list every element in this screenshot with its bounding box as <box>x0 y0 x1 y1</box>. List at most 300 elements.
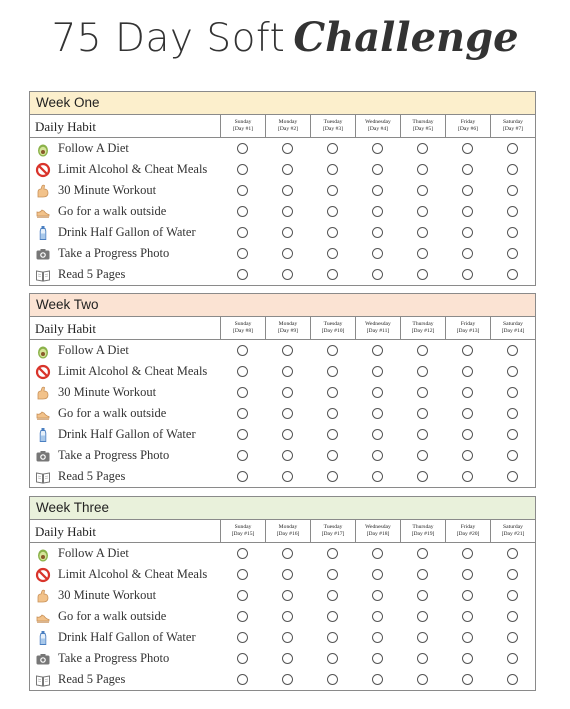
habit-label: 30 Minute Workout <box>58 183 157 197</box>
check-circle[interactable] <box>417 408 428 419</box>
check-circle[interactable] <box>507 674 518 685</box>
check-circle[interactable] <box>372 653 383 664</box>
check-circle[interactable] <box>327 611 338 622</box>
check-circle[interactable] <box>237 408 248 419</box>
header-row <box>30 115 535 138</box>
check-circle[interactable] <box>507 569 518 580</box>
habit-cell <box>30 225 220 241</box>
habit-row <box>30 564 535 585</box>
habit-label: Take a Progress Photo <box>58 448 170 462</box>
week-two-table <box>29 293 536 488</box>
check-circle[interactable] <box>237 164 248 175</box>
check-circle[interactable] <box>507 164 518 175</box>
title-plain: 75 Day Soft <box>51 16 286 61</box>
habit-rows <box>30 543 535 690</box>
habit-label: Limit Alcohol & Cheat Meals <box>58 364 208 378</box>
check-circle[interactable] <box>282 548 293 559</box>
check-circle[interactable] <box>327 227 338 238</box>
check-circle[interactable] <box>462 143 473 154</box>
check-circle[interactable] <box>372 227 383 238</box>
day-cell <box>445 269 490 280</box>
check-circle[interactable] <box>417 653 428 664</box>
check-circle[interactable] <box>462 408 473 419</box>
check-circle[interactable] <box>462 674 473 685</box>
habit-label: Read 5 Pages <box>58 267 126 281</box>
check-circle[interactable] <box>462 471 473 482</box>
check-circle[interactable] <box>327 408 338 419</box>
check-circle[interactable] <box>372 590 383 601</box>
day-cell <box>220 345 265 356</box>
check-circle[interactable] <box>327 450 338 461</box>
day-cell <box>220 366 265 377</box>
check-circle[interactable] <box>237 185 248 196</box>
day-header <box>310 520 355 542</box>
check-circle[interactable] <box>372 164 383 175</box>
day-cell <box>265 345 310 356</box>
check-circle[interactable] <box>327 387 338 398</box>
check-circle[interactable] <box>507 590 518 601</box>
day-cell <box>265 653 310 664</box>
day-cell <box>355 185 400 196</box>
check-circle[interactable] <box>507 185 518 196</box>
check-circle[interactable] <box>237 429 248 440</box>
check-circle[interactable] <box>282 632 293 643</box>
day-cell <box>310 408 355 419</box>
check-circle[interactable] <box>507 345 518 356</box>
check-circle[interactable] <box>237 569 248 580</box>
day-cell <box>400 471 445 482</box>
day-number: [Day #11] <box>366 328 390 334</box>
day-cell <box>445 632 490 643</box>
day-cell <box>265 408 310 419</box>
check-circle[interactable] <box>372 429 383 440</box>
day-name: Monday <box>278 119 298 125</box>
check-circle[interactable] <box>417 164 428 175</box>
day-cell <box>220 269 265 280</box>
check-circle[interactable] <box>417 269 428 280</box>
habit-cell <box>30 162 220 178</box>
check-circle[interactable] <box>237 450 248 461</box>
day-cell <box>355 227 400 238</box>
check-circle[interactable] <box>507 653 518 664</box>
check-circle[interactable] <box>237 269 248 280</box>
check-circle[interactable] <box>282 569 293 580</box>
check-circle[interactable] <box>237 227 248 238</box>
check-circle[interactable] <box>507 471 518 482</box>
avocado-icon <box>35 141 51 157</box>
day-number: [Day #7] <box>502 126 524 132</box>
day-header <box>220 520 265 542</box>
check-circle[interactable] <box>462 185 473 196</box>
day-name: Monday <box>278 524 298 530</box>
habit-cell <box>30 246 220 262</box>
check-circle[interactable] <box>372 611 383 622</box>
day-header <box>220 317 265 339</box>
week-three-table <box>29 496 536 691</box>
check-circle[interactable] <box>417 569 428 580</box>
day-number: [Day #6] <box>457 126 479 132</box>
check-circle[interactable] <box>282 143 293 154</box>
check-circle[interactable] <box>282 611 293 622</box>
check-circle[interactable] <box>372 248 383 259</box>
check-circle[interactable] <box>237 143 248 154</box>
check-circle[interactable] <box>372 269 383 280</box>
habit-cell <box>30 364 220 380</box>
check-circle[interactable] <box>417 450 428 461</box>
day-cell <box>400 408 445 419</box>
day-cell <box>355 548 400 559</box>
check-circle[interactable] <box>327 164 338 175</box>
check-circle[interactable] <box>507 611 518 622</box>
day-name: Tuesday <box>323 321 343 327</box>
day-number: [Day #9] <box>277 328 299 334</box>
habit-row <box>30 648 535 669</box>
day-header <box>445 115 490 137</box>
check-circle[interactable] <box>237 387 248 398</box>
habit-cell <box>30 651 220 667</box>
daily-habit-label: Daily Habit <box>35 321 97 336</box>
check-circle[interactable] <box>282 248 293 259</box>
day-cell <box>445 164 490 175</box>
check-circle[interactable] <box>237 653 248 664</box>
day-cell <box>445 143 490 154</box>
check-circle[interactable] <box>327 632 338 643</box>
check-circle[interactable] <box>327 248 338 259</box>
check-circle[interactable] <box>462 450 473 461</box>
habit-row <box>30 264 535 285</box>
check-circle[interactable] <box>372 450 383 461</box>
check-circle[interactable] <box>237 206 248 217</box>
day-cell <box>355 611 400 622</box>
check-circle[interactable] <box>507 227 518 238</box>
day-cell <box>400 366 445 377</box>
check-circle[interactable] <box>327 269 338 280</box>
day-headers <box>220 115 535 137</box>
day-header <box>355 115 400 137</box>
day-cell <box>265 387 310 398</box>
day-header <box>355 520 400 542</box>
check-circle[interactable] <box>327 429 338 440</box>
check-circle[interactable] <box>462 429 473 440</box>
check-circle[interactable] <box>237 548 248 559</box>
day-cell <box>490 429 535 440</box>
day-cell <box>310 548 355 559</box>
habit-label: Drink Half Gallon of Water <box>58 427 196 441</box>
day-cell <box>220 471 265 482</box>
day-cell <box>400 164 445 175</box>
check-circle[interactable] <box>327 366 338 377</box>
check-circle[interactable] <box>327 653 338 664</box>
day-cell <box>265 206 310 217</box>
check-circle[interactable] <box>462 632 473 643</box>
check-circle[interactable] <box>327 185 338 196</box>
checkbox-cells <box>220 164 535 175</box>
day-cell <box>265 450 310 461</box>
day-number: [Day #3] <box>322 126 344 132</box>
check-circle[interactable] <box>237 674 248 685</box>
check-circle[interactable] <box>507 206 518 217</box>
day-cell <box>220 164 265 175</box>
check-circle[interactable] <box>507 143 518 154</box>
day-cell <box>265 590 310 601</box>
check-circle[interactable] <box>282 206 293 217</box>
check-circle[interactable] <box>417 611 428 622</box>
day-cell <box>355 632 400 643</box>
checkbox-cells <box>220 206 535 217</box>
day-cell <box>400 227 445 238</box>
day-number: [Day #12] <box>411 328 435 334</box>
day-header <box>265 317 310 339</box>
walking-shoe-icon <box>35 609 51 625</box>
day-header <box>445 317 490 339</box>
check-circle[interactable] <box>282 590 293 601</box>
title-script: Challenge <box>293 14 519 61</box>
day-cell <box>445 206 490 217</box>
habit-cell <box>30 672 220 688</box>
day-cell <box>490 185 535 196</box>
day-cell <box>400 674 445 685</box>
check-circle[interactable] <box>417 248 428 259</box>
day-name: Sunday <box>234 524 252 530</box>
check-circle[interactable] <box>372 345 383 356</box>
checkbox-cells <box>220 653 535 664</box>
check-circle[interactable] <box>327 569 338 580</box>
check-circle[interactable] <box>282 269 293 280</box>
check-circle[interactable] <box>237 611 248 622</box>
check-circle[interactable] <box>507 269 518 280</box>
check-circle[interactable] <box>507 408 518 419</box>
check-circle[interactable] <box>462 248 473 259</box>
prohibited-icon <box>35 364 51 380</box>
habit-label: Read 5 Pages <box>58 469 126 483</box>
day-name: Sunday <box>234 321 252 327</box>
check-circle[interactable] <box>417 143 428 154</box>
check-circle[interactable] <box>417 345 428 356</box>
check-circle[interactable] <box>462 345 473 356</box>
day-cell <box>265 164 310 175</box>
check-circle[interactable] <box>327 674 338 685</box>
habit-row <box>30 543 535 564</box>
day-cell <box>490 387 535 398</box>
day-cell <box>445 366 490 377</box>
check-circle[interactable] <box>282 674 293 685</box>
check-circle[interactable] <box>372 408 383 419</box>
day-cell <box>400 248 445 259</box>
check-circle[interactable] <box>372 366 383 377</box>
check-circle[interactable] <box>282 653 293 664</box>
day-cell <box>310 569 355 580</box>
habit-row <box>30 340 535 361</box>
check-circle[interactable] <box>237 632 248 643</box>
check-circle[interactable] <box>327 345 338 356</box>
habit-label: Go for a walk outside <box>58 204 167 218</box>
check-circle[interactable] <box>237 248 248 259</box>
day-cell <box>400 143 445 154</box>
check-circle[interactable] <box>507 429 518 440</box>
header-row <box>30 520 535 543</box>
check-circle[interactable] <box>237 345 248 356</box>
check-circle[interactable] <box>372 206 383 217</box>
habit-cell <box>30 567 220 583</box>
day-name: Thursday <box>412 524 434 530</box>
check-circle[interactable] <box>282 450 293 461</box>
habit-row <box>30 606 535 627</box>
day-cell <box>355 429 400 440</box>
checkbox-cells <box>220 611 535 622</box>
check-circle[interactable] <box>462 590 473 601</box>
check-circle[interactable] <box>372 674 383 685</box>
day-cell <box>265 143 310 154</box>
check-circle[interactable] <box>372 632 383 643</box>
day-cell <box>220 450 265 461</box>
day-cell <box>265 548 310 559</box>
day-cell <box>220 408 265 419</box>
check-circle[interactable] <box>417 632 428 643</box>
day-cell <box>490 269 535 280</box>
day-cell <box>310 450 355 461</box>
check-circle[interactable] <box>417 206 428 217</box>
day-cell <box>355 206 400 217</box>
check-circle[interactable] <box>507 366 518 377</box>
check-circle[interactable] <box>237 590 248 601</box>
day-cell <box>400 269 445 280</box>
day-name: Monday <box>278 321 298 327</box>
check-circle[interactable] <box>507 387 518 398</box>
checkbox-cells <box>220 408 535 419</box>
day-cell <box>490 227 535 238</box>
day-cell <box>310 653 355 664</box>
check-circle[interactable] <box>372 569 383 580</box>
check-circle[interactable] <box>507 632 518 643</box>
flexed-bicep-icon <box>35 183 51 199</box>
day-cell <box>445 227 490 238</box>
check-circle[interactable] <box>417 548 428 559</box>
check-circle[interactable] <box>462 269 473 280</box>
check-circle[interactable] <box>282 387 293 398</box>
day-cell <box>265 632 310 643</box>
day-cell <box>310 387 355 398</box>
day-name: Friday <box>460 524 476 530</box>
check-circle[interactable] <box>507 248 518 259</box>
camera-icon <box>35 651 51 667</box>
day-cell <box>445 429 490 440</box>
day-cell <box>310 248 355 259</box>
day-cell <box>310 269 355 280</box>
habit-row <box>30 424 535 445</box>
check-circle[interactable] <box>327 548 338 559</box>
day-cell <box>220 653 265 664</box>
camera-icon <box>35 448 51 464</box>
day-number: [Day #15] <box>231 531 255 537</box>
check-circle[interactable] <box>282 429 293 440</box>
check-circle[interactable] <box>507 548 518 559</box>
check-circle[interactable] <box>417 185 428 196</box>
day-cell <box>355 674 400 685</box>
habit-row <box>30 159 535 180</box>
check-circle[interactable] <box>462 227 473 238</box>
day-cell <box>220 206 265 217</box>
check-circle[interactable] <box>462 206 473 217</box>
check-circle[interactable] <box>282 366 293 377</box>
day-name: Saturday <box>503 321 523 327</box>
check-circle[interactable] <box>417 590 428 601</box>
check-circle[interactable] <box>327 471 338 482</box>
check-circle[interactable] <box>282 471 293 482</box>
check-circle[interactable] <box>372 185 383 196</box>
check-circle[interactable] <box>282 345 293 356</box>
check-circle[interactable] <box>327 206 338 217</box>
check-circle[interactable] <box>417 674 428 685</box>
water-bottle-icon <box>35 630 51 646</box>
checkbox-cells <box>220 429 535 440</box>
day-number: [Day #16] <box>276 531 300 537</box>
day-name: Saturday <box>503 119 523 125</box>
day-cell <box>265 269 310 280</box>
day-cell <box>220 143 265 154</box>
habit-label: 30 Minute Workout <box>58 588 157 602</box>
check-circle[interactable] <box>282 164 293 175</box>
check-circle[interactable] <box>462 387 473 398</box>
day-cell <box>355 143 400 154</box>
habit-cell <box>30 385 220 401</box>
check-circle[interactable] <box>237 366 248 377</box>
check-circle[interactable] <box>417 366 428 377</box>
check-circle[interactable] <box>282 227 293 238</box>
checkbox-cells <box>220 674 535 685</box>
day-cell <box>445 408 490 419</box>
day-cell <box>400 206 445 217</box>
check-circle[interactable] <box>417 227 428 238</box>
check-circle[interactable] <box>462 366 473 377</box>
day-headers <box>220 520 535 542</box>
check-circle[interactable] <box>462 164 473 175</box>
check-circle[interactable] <box>372 387 383 398</box>
check-circle[interactable] <box>417 471 428 482</box>
check-circle[interactable] <box>372 143 383 154</box>
day-number: [Day #4] <box>367 126 389 132</box>
check-circle[interactable] <box>372 548 383 559</box>
check-circle[interactable] <box>462 611 473 622</box>
check-circle[interactable] <box>282 185 293 196</box>
check-circle[interactable] <box>462 548 473 559</box>
habit-cell <box>30 406 220 422</box>
habit-cell <box>30 427 220 443</box>
check-circle[interactable] <box>327 590 338 601</box>
check-circle[interactable] <box>237 471 248 482</box>
check-circle[interactable] <box>327 143 338 154</box>
day-cell <box>355 590 400 601</box>
habit-cell <box>30 141 220 157</box>
day-cell <box>490 590 535 601</box>
check-circle[interactable] <box>507 450 518 461</box>
day-cell <box>445 653 490 664</box>
check-circle[interactable] <box>462 569 473 580</box>
page-title <box>0 14 570 61</box>
day-cell <box>310 366 355 377</box>
check-circle[interactable] <box>462 653 473 664</box>
day-cell <box>490 548 535 559</box>
habit-cell <box>30 183 220 199</box>
day-cell <box>355 248 400 259</box>
water-bottle-icon <box>35 427 51 443</box>
check-circle[interactable] <box>372 471 383 482</box>
check-circle[interactable] <box>417 387 428 398</box>
day-cell <box>310 227 355 238</box>
checkbox-cells <box>220 269 535 280</box>
day-name: Thursday <box>412 119 434 125</box>
check-circle[interactable] <box>282 408 293 419</box>
check-circle[interactable] <box>417 429 428 440</box>
